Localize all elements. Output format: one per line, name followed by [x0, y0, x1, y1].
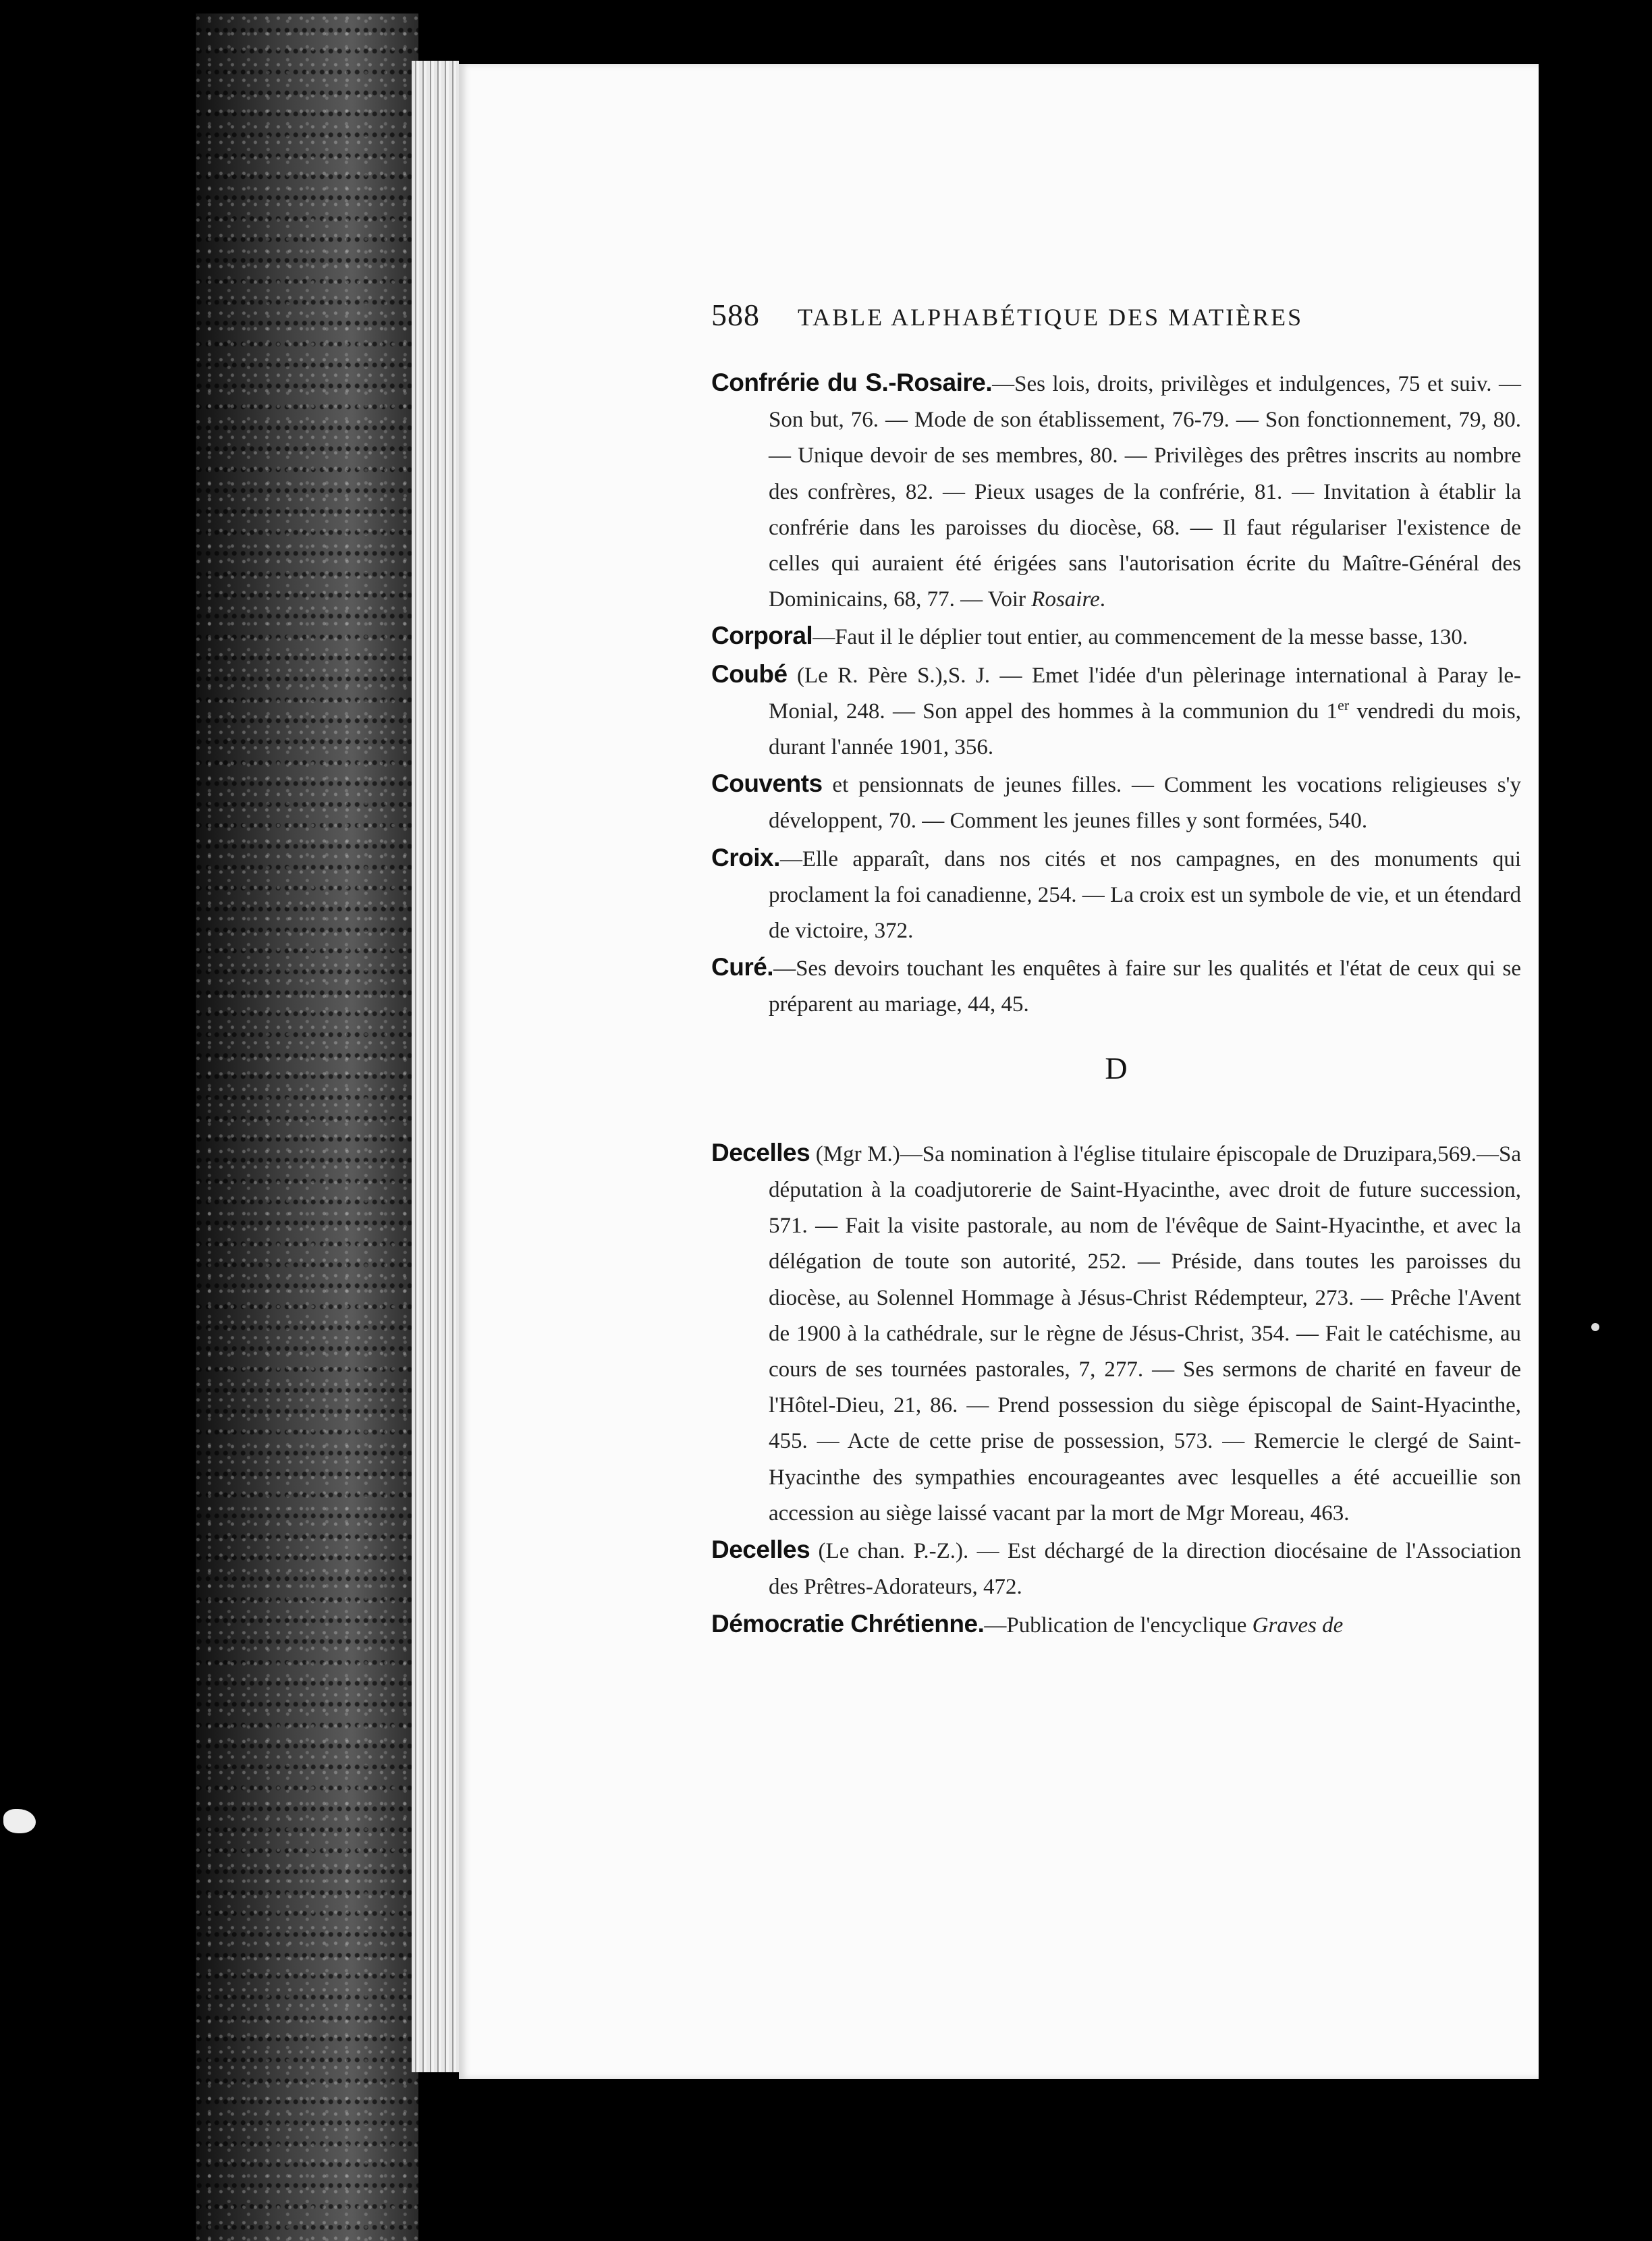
entry-italic: Graves de	[1252, 1613, 1344, 1638]
index-entry-cure	[711, 949, 1521, 1023]
index-entry-decelles-chan	[711, 1532, 1521, 1605]
scan-speck	[1591, 1323, 1599, 1331]
book-spine-edge	[196, 14, 418, 2241]
index-entry-decelles-mgr	[711, 1135, 1521, 1532]
entry-text: —Publication de l'encyclique	[984, 1613, 1252, 1638]
entry-term: Croix.	[711, 843, 780, 871]
running-head	[711, 297, 1386, 338]
entry-text: et pensionnats de jeunes filles. — Comment les vocations religieuses s'y développent, 70. — Comment les jeunes filles y sont formées, 540.	[769, 773, 1521, 834]
entry-term: Corporal	[711, 622, 813, 650]
entry-text: —Faut il le déplier tout entier, au commencement de la messe basse, 130.	[813, 625, 1468, 650]
index-body	[711, 364, 1521, 1644]
entry-term: Curé.	[711, 953, 774, 981]
entry-text: (Le chan. P.-Z.). — Est déchargé de la direction diocésaine de l'Association des Prêtres-Adorateurs, 472.	[769, 1539, 1521, 1600]
page-stack-edges	[412, 61, 459, 2072]
entry-term: Démocratie Chrétienne.	[711, 1609, 985, 1638]
entry-text: (Mgr M.)—Sa nomination à l'église titulaire épiscopale de Druzipara,569.—Sa députation à la coadjutorerie de Saint-Hyacinthe, avec droit de future succession, 571. — Fait la visite pastorale, au nom de l'évêque de Saint-Hyacinthe, et avec la délégation de toute son autorité, 252. — Préside, dans toutes les paroisses du diocèse, au Solennel Hommage à Jésus-Christ Rédempteur, 273. — Prêche l'Avent de 1900 à la cathédrale, sur le règne de Jésus-Christ, 354. — Fait le catéchisme, au cours de ses tournées pastorales, 7, 277. — Ses sermons de charité en faveur de l'Hôtel-Dieu, 21, 86. — Prend possession du siège épiscopal de Saint-Hyacinthe, 455. — Acte de cette prise de possession, 573. — Remercie le clergé de Saint-Hyacinthe des sympathies encourageantes avec lesquelles a été accueillie son accession au siège laissé vacant par la mort de Mgr Moreau, 463.	[769, 1141, 1521, 1526]
entry-tail: .	[1099, 587, 1105, 612]
entry-term: Decelles	[711, 1536, 810, 1564]
entry-text: —Ses devoirs touchant les enquêtes à faire sur les qualités et l'état de ceux qui se préparent au mariage, 44, 45.	[769, 956, 1521, 1017]
index-entry-croix	[711, 840, 1521, 950]
entry-tail: vendredi du mois, durant l'année 1901, 356.	[769, 699, 1521, 760]
index-entry-democratie	[711, 1606, 1521, 1644]
entry-text: —Elle apparaît, dans nos cités et nos campagnes, en des monuments qui proclament la foi canadienne, 254. — La croix est un symbole de vie, et un étendard de victoire, 372.	[769, 846, 1521, 944]
index-entry-corporal	[711, 618, 1521, 655]
entry-superscript: er	[1338, 696, 1350, 713]
running-title: TABLE ALPHABÉTIQUE DES MATIÈRES	[798, 304, 1304, 331]
entry-italic: Rosaire	[1031, 587, 1100, 612]
index-entry-coube	[711, 656, 1521, 766]
entry-text: —Ses lois, droits, privilèges et indulgences, 75 et suiv. — Son but, 76. — Mode de son établissement, 76-79. — Son fonctionnement, 79, 80. — Unique devoir de ses membres, 80. — Privilèges des prêtres inscrits au nombre des confrères, 82. — Pieux usages de la confrérie, 81. — Invitation à établir la confrérie dans les paroisses du diocèse, 68. — Il faut régulariser l'existence de celles qui auraient été érigées sans l'autorisation écrite du Maître-Général des Dominicains, 68, 77. — Voir	[769, 372, 1521, 612]
entry-term: Decelles	[711, 1138, 810, 1166]
entry-text: (Le R. Père S.),S. J. — Emet l'idée d'un pèlerinage international à Paray le-Monial, 248. — Son appel des hommes à la communion du 1	[769, 663, 1521, 724]
entry-term: Confrérie du S.-Rosaire.	[711, 369, 993, 396]
index-entry-couvents	[711, 765, 1521, 839]
page-number: 588	[711, 298, 760, 332]
scan-blot	[3, 1809, 36, 1833]
entry-term: Couvents	[711, 770, 823, 798]
entry-term: Coubé	[711, 659, 788, 688]
index-entry-confrerie	[711, 364, 1521, 618]
section-letter: D	[1105, 1050, 1128, 1085]
